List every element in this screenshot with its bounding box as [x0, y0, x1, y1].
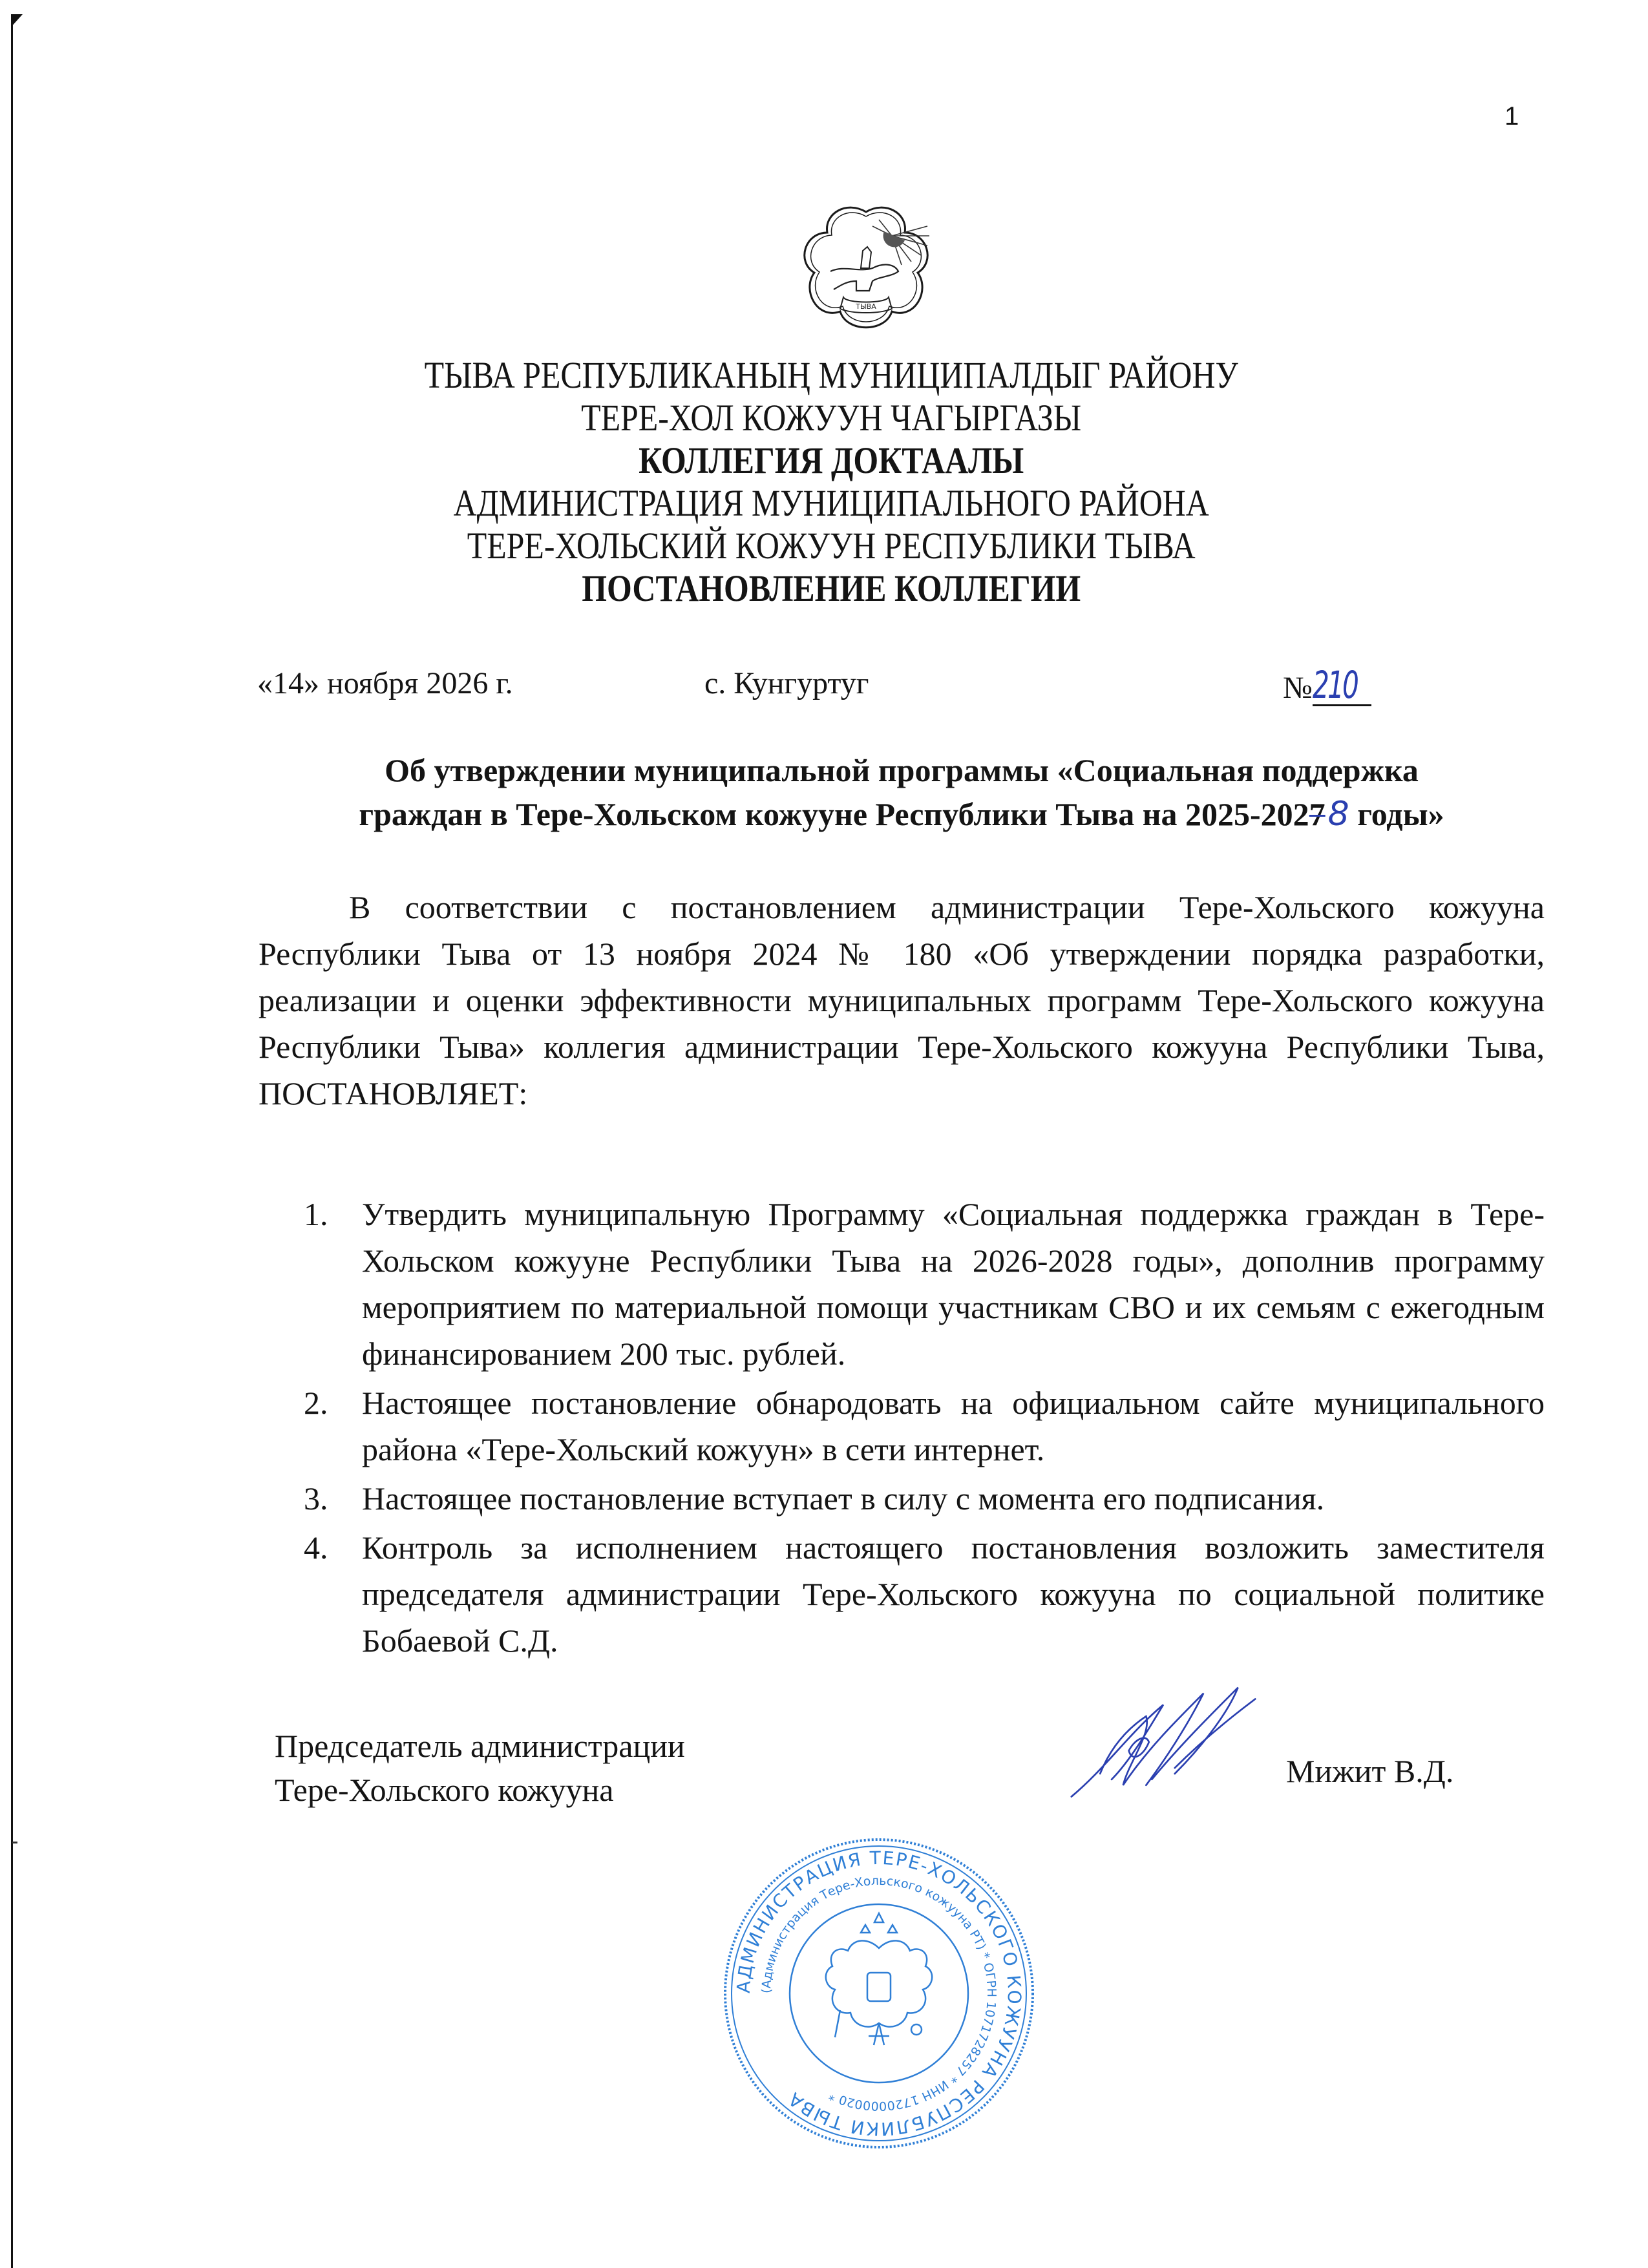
double-headed-eagle-icon [826, 1913, 932, 2045]
resolution-items [304, 1191, 1545, 1666]
number-label: № [1283, 671, 1313, 705]
header-line-4: АДМИНИСТРАЦИЯ МУНИЦИПАЛЬНОГО РАЙОНА [453, 482, 1209, 524]
title-line-2-text: граждан в Тере-Хольском кожууне Республики Тыва на 2025-202 [359, 796, 1309, 832]
signatory-title [275, 1724, 685, 1812]
header-line-2: ТЕРЕ-ХОЛ КОЖУУН ЧАГЫРГАЗЫ [581, 397, 1082, 439]
signatory-title-line-1: Председатель администрации [275, 1728, 685, 1764]
scan-tick-mark [12, 1842, 17, 1843]
stamp-outer-text: АДМИНИСТРАЦИЯ ТЕРЕ-ХОЛЬСКОГО КОЖУУНА РЕСПУБЛИКИ ТЫВА [732, 1847, 1026, 2140]
item-number: 1. [304, 1196, 328, 1232]
preamble-paragraph: В соответствии с постановлением администрации Тере-Хольского кожууна Республики Тыва от 13 ноября 2024 № 180 «Об утверждении порядка разработки, реализации и оценки эффективности муниципальных программ Тере-Хольского кожууна Республики Тыва» коллегия администрации Тере-Хольского кожууна Республики Тыва, ПОСТАНОВЛЯЕТ: [259, 889, 1545, 1111]
resolution-item [304, 1380, 1545, 1473]
scan-edge-line [11, 14, 13, 2268]
item-text: Настоящее постановление обнародовать на официальном сайте муниципального района «Тере-Хольский кожуун» в сети интернет. [362, 1385, 1545, 1467]
official-seal-stamp [717, 1832, 1041, 2155]
title-line-2-end: годы» [1349, 796, 1444, 832]
handwritten-correction: 8 [1327, 795, 1349, 834]
header-line-3: КОЛЛЕГИЯ ДОКТААЛЫ [639, 439, 1024, 481]
document-place: с. Кунгуртуг [704, 666, 869, 700]
item-number: 4. [304, 1529, 328, 1566]
signatory-title-line-2: Тере-Хольского кожууна [275, 1772, 614, 1808]
page-number: 1 [1505, 102, 1519, 131]
emblem-ribbon-text: ТЫВА [856, 302, 876, 311]
item-number: 3. [304, 1480, 328, 1517]
signatory-name: Мижит В.Д. [1286, 1753, 1454, 1789]
header-line-6: ПОСТАНОВЛЕНИЕ КОЛЛЕГИИ [582, 567, 1081, 609]
document-meta [0, 663, 1648, 717]
document-number [1283, 663, 1397, 707]
corrected-digit [1309, 796, 1349, 832]
document-date: «14» ноября 2026 г. [257, 666, 513, 700]
item-number: 2. [304, 1385, 328, 1421]
scan-corner-mark [11, 14, 23, 27]
title-line-1: Об утверждении муниципальной программы «Социальная поддержка [385, 752, 1419, 788]
number-value-handwritten: 210 [1313, 666, 1371, 706]
stamp-inner-text: (Администрация Тере-Хольского кожууна РТ) * ОГРН 1071728257 * ИНН 1720000020 * [759, 1873, 999, 2114]
item-text: Контроль за исполнением настоящего постановления возложить заместителя председателя администрации Тере-Хольского кожууна по социальной политике Бобаевой С.Д. [362, 1529, 1545, 1659]
header-line-1: ТЫВА РЕСПУБЛИКАНЫҢ МУНИЦИПАЛДЫГ РАЙОНУ [424, 354, 1238, 396]
item-text: Утвердить муниципальную Программу «Социальная поддержка граждан в Тере-Хольском кожууне Республики Тыва на 2026-2028 годы», дополнив программу мероприятием по материальной помощи участникам СВО и их семьям с ежегодным финансированием 200 тыс. рублей. [362, 1196, 1545, 1372]
resolution-item [304, 1475, 1545, 1522]
document-header [123, 354, 1540, 610]
title-line-2 [259, 792, 1545, 836]
handwritten-signature [1060, 1680, 1267, 1816]
resolution-item [304, 1191, 1545, 1377]
struck-digit: 7 [1309, 796, 1326, 832]
coat-of-arms-icon [795, 200, 937, 336]
header-line-5: ТЕРЕ-ХОЛЬСКИЙ КОЖУУН РЕСПУБЛИКИ ТЫВА [467, 525, 1196, 567]
document-title [259, 748, 1545, 836]
resolution-item [304, 1524, 1545, 1664]
item-text: Настоящее постановление вступает в силу с момента его подписания. [362, 1480, 1325, 1517]
preamble [259, 884, 1545, 1117]
